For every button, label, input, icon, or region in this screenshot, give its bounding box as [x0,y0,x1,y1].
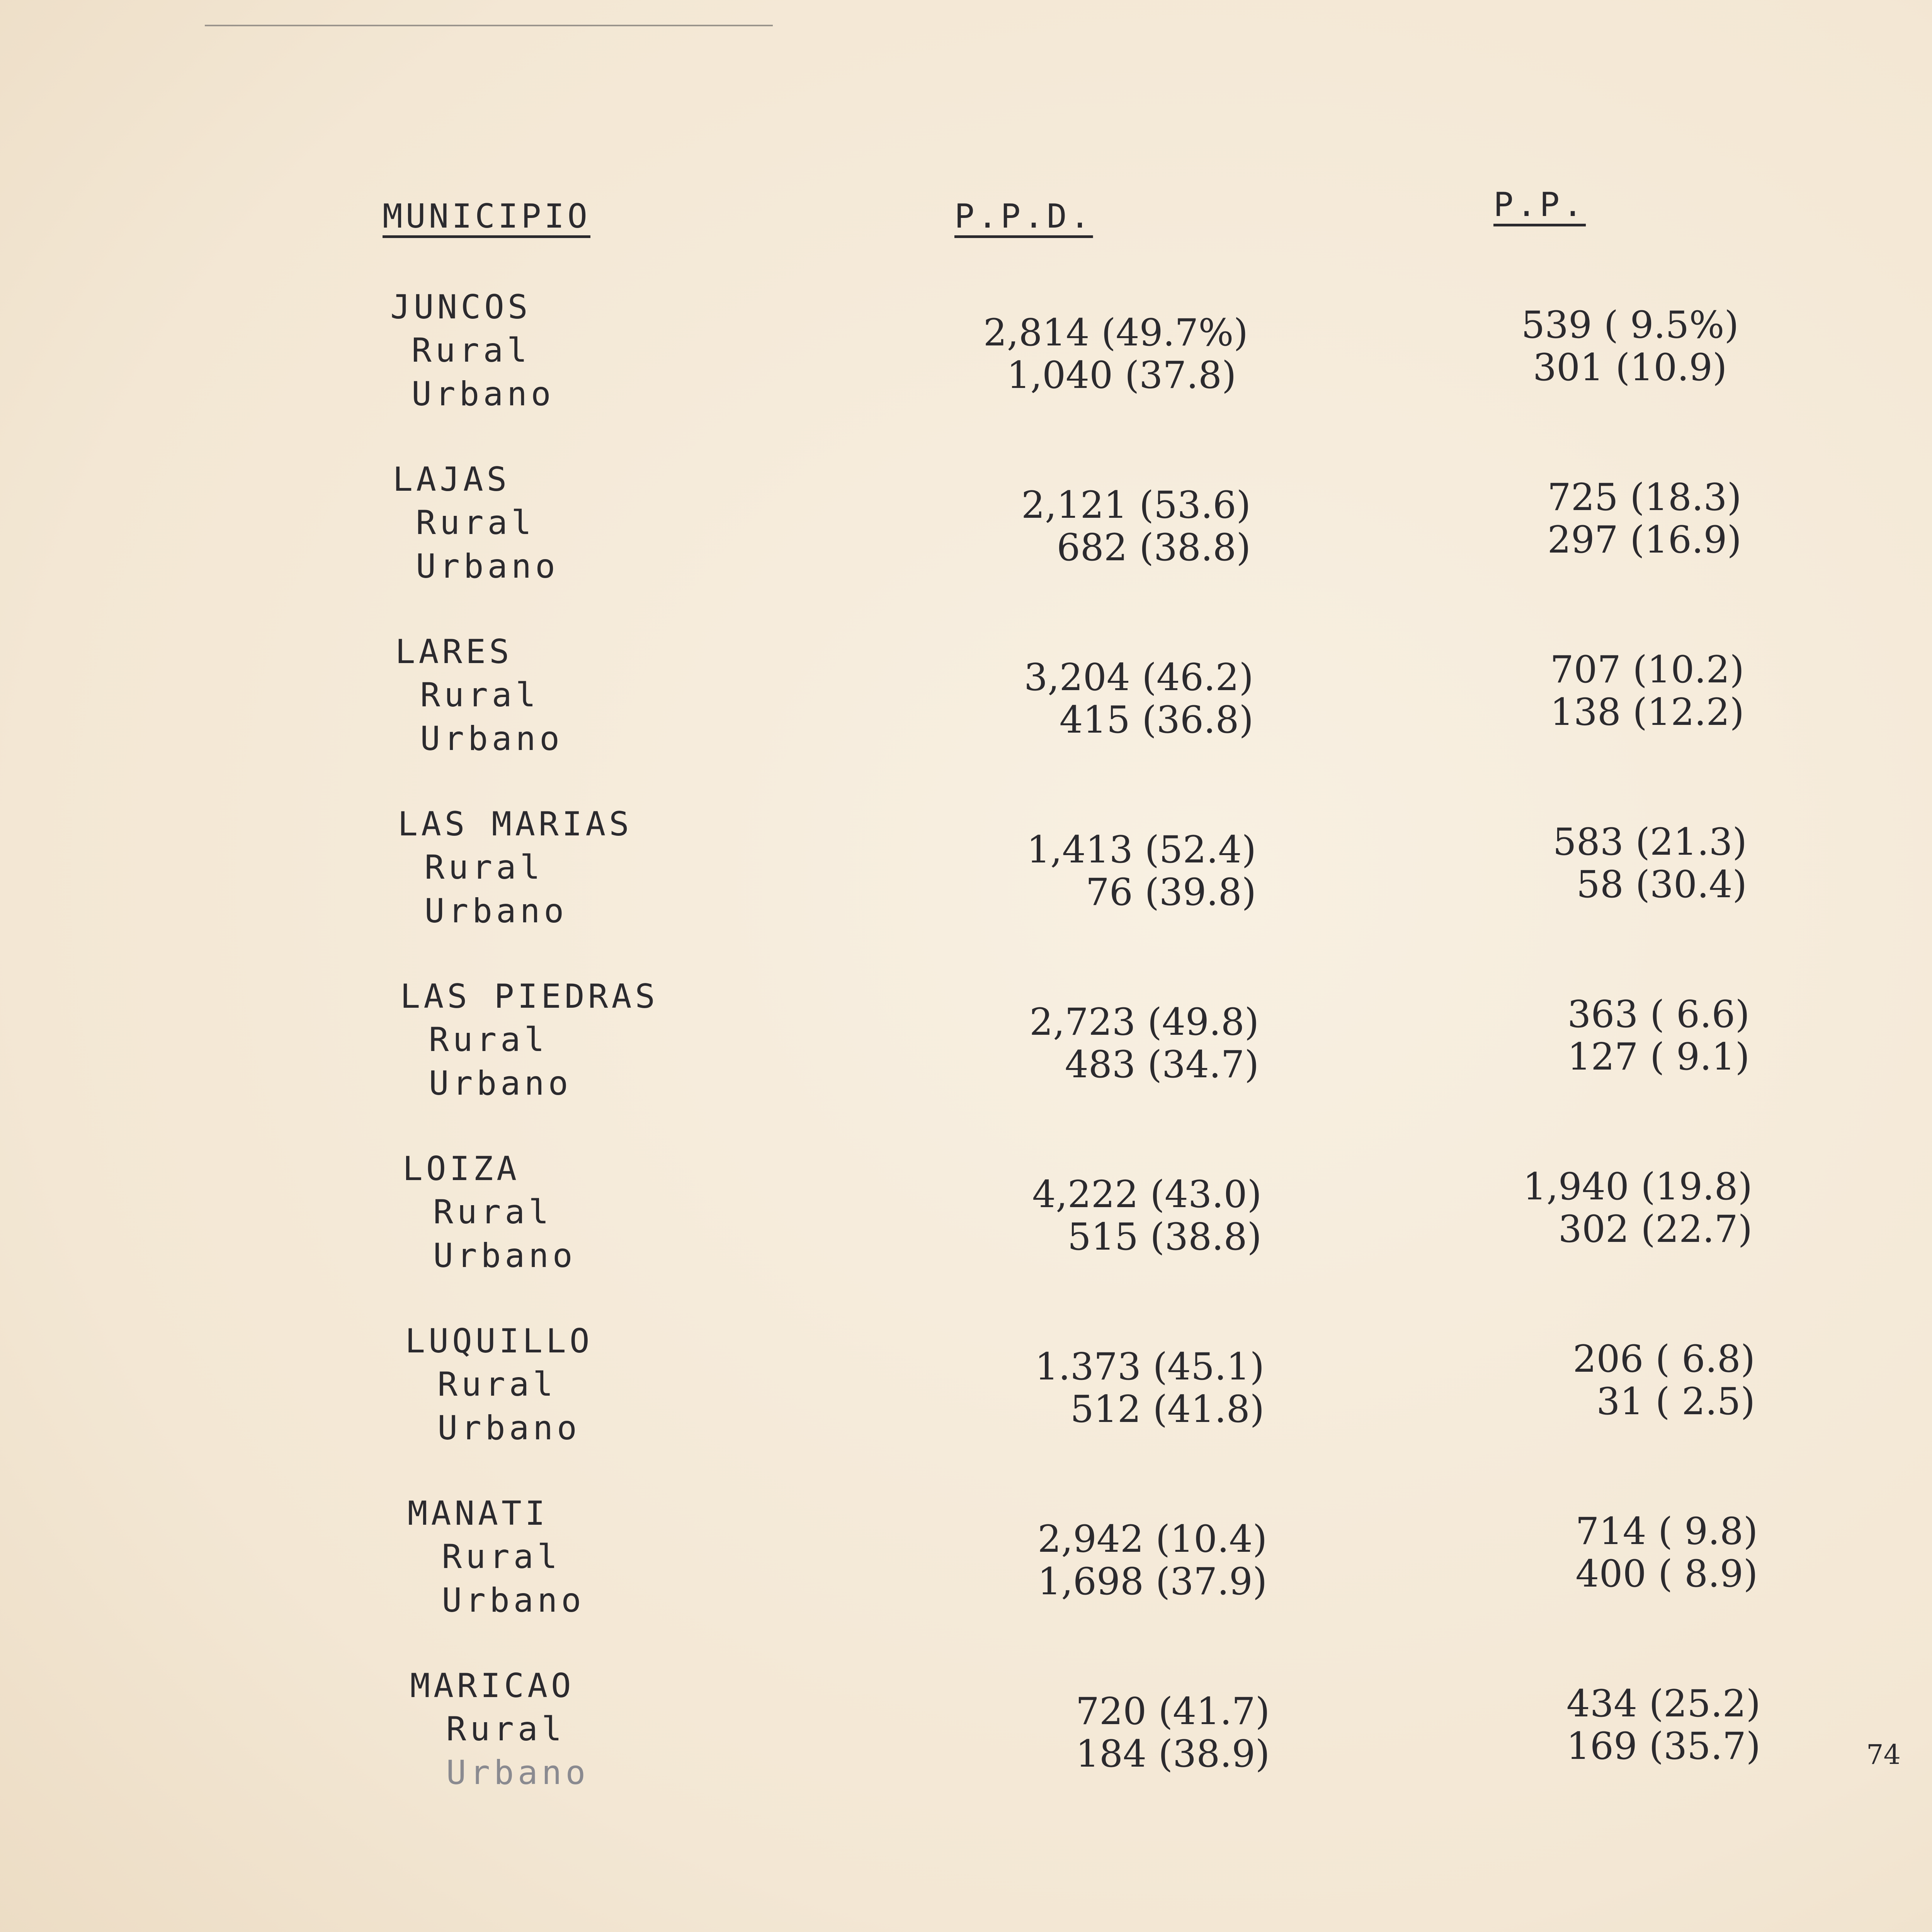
pp-rural-value: 714 ( 9.8) [1575,1510,1758,1553]
urbano-label: Urbano [416,547,559,586]
ppd-urbano-value: 512 (41.8) [1070,1388,1265,1431]
municipio-row [0,805,1932,967]
municipio-name: LAS PIEDRAS [400,977,659,1016]
ppd-urbano-value: 1,698 (37.9) [1037,1560,1267,1603]
ppd-urbano-value: 515 (38.8) [1067,1215,1262,1259]
ppd-urbano-value: 682 (38.8) [1056,526,1251,569]
pp-urbano-value: 169 (35.7) [1566,1725,1761,1768]
ppd-rural-value: 720 (41.7) [1075,1690,1270,1733]
pp-rural-value: 434 (25.2) [1566,1682,1761,1725]
pp-urbano-value: 297 (16.9) [1547,518,1742,561]
ppd-rural-value: 1,413 (52.4) [1027,828,1257,871]
municipio-row [0,633,1932,795]
rural-label: Rural [442,1537,561,1576]
rural-label: Rural [416,503,536,542]
rural-label: Rural [429,1020,548,1059]
ppd-rural-value: 2,121 (53.6) [1021,483,1251,527]
pp-rural-value: 206 ( 6.8) [1573,1337,1755,1381]
municipio-name: LOIZA [403,1150,520,1188]
pp-rural-value: 707 (10.2) [1550,648,1745,691]
pp-rural-value: 583 (21.3) [1553,820,1747,864]
urbano-label: Urbano [412,375,555,413]
pp-rural-value: 363 ( 6.6) [1567,993,1750,1036]
municipio-row [0,977,1932,1139]
rural-label: Rural [420,676,540,714]
ppd-rural-value: 2,814 (49.7%) [983,311,1248,354]
header-pp: P.P. [1493,185,1586,224]
ppd-rural-value: 2,942 (10.4) [1037,1517,1267,1561]
pp-urbano-value: 31 ( 2.5) [1596,1380,1755,1423]
pp-urbano-value: 400 ( 8.9) [1575,1552,1758,1595]
urbano-label: Urbano [437,1409,581,1447]
urbano-label: Urbano [429,1064,572,1103]
municipio-name: LARES [395,633,513,671]
municipio-name: MANATI [407,1494,549,1533]
rural-label: Rural [446,1710,566,1748]
municipio-row [0,288,1932,450]
urbano-label: Urbano [420,719,564,758]
pp-urbano-value: 138 (12.2) [1550,690,1745,734]
urbano-label: Urbano [446,1753,590,1792]
municipio-row [0,1667,1932,1829]
pp-urbano-value: 302 (22.7) [1558,1208,1753,1251]
pp-rural-value: 725 (18.3) [1547,476,1742,519]
pp-rural-value: 539 ( 9.5%) [1521,303,1739,347]
ppd-rural-value: 4,222 (43.0) [1032,1173,1262,1216]
urbano-label: Urbano [442,1581,585,1620]
rural-label: Rural [437,1365,557,1404]
municipio-row [0,1494,1932,1656]
pp-urbano-value: 58 (30.4) [1576,863,1747,906]
ppd-urbano-value: 184 (38.9) [1075,1732,1270,1776]
header-ppd: P.P.D. [954,197,1093,236]
ppd-rural-value: 2,723 (49.8) [1029,1000,1259,1044]
urbano-label: Urbano [433,1236,577,1275]
municipio-name: LUQUILLO [405,1322,593,1361]
header-municipio: MUNICIPIO [383,197,590,236]
municipio-row [0,460,1932,622]
municipio-name: LAS MARIAS [398,805,633,844]
page-edge-line [205,25,773,26]
municipio-name: JUNCOS [390,288,531,327]
municipio-row [0,1150,1932,1312]
rural-label: Rural [424,848,544,887]
rural-label: Rural [433,1193,553,1231]
municipio-name: LAJAS [393,460,510,499]
ppd-rural-value: 3,204 (46.2) [1024,656,1254,699]
rural-label: Rural [412,331,531,370]
ppd-rural-value: 1.373 (45.1) [1035,1345,1265,1388]
pp-urbano-value: 301 (10.9) [1533,346,1739,389]
pp-urbano-value: 127 ( 9.1) [1567,1035,1750,1078]
pp-rural-value: 1,940 (19.8) [1523,1165,1753,1208]
ppd-urbano-value: 483 (34.7) [1065,1043,1259,1086]
ppd-urbano-value: 415 (36.8) [1059,698,1254,742]
page-number: 74 [1866,1739,1901,1770]
municipio-name: MARICAO [410,1667,575,1705]
ppd-urbano-value: 76 (39.8) [1085,871,1257,914]
municipio-row [0,1322,1932,1484]
urbano-label: Urbano [424,892,568,930]
ppd-urbano-value: 1,040 (37.8) [1007,354,1248,397]
